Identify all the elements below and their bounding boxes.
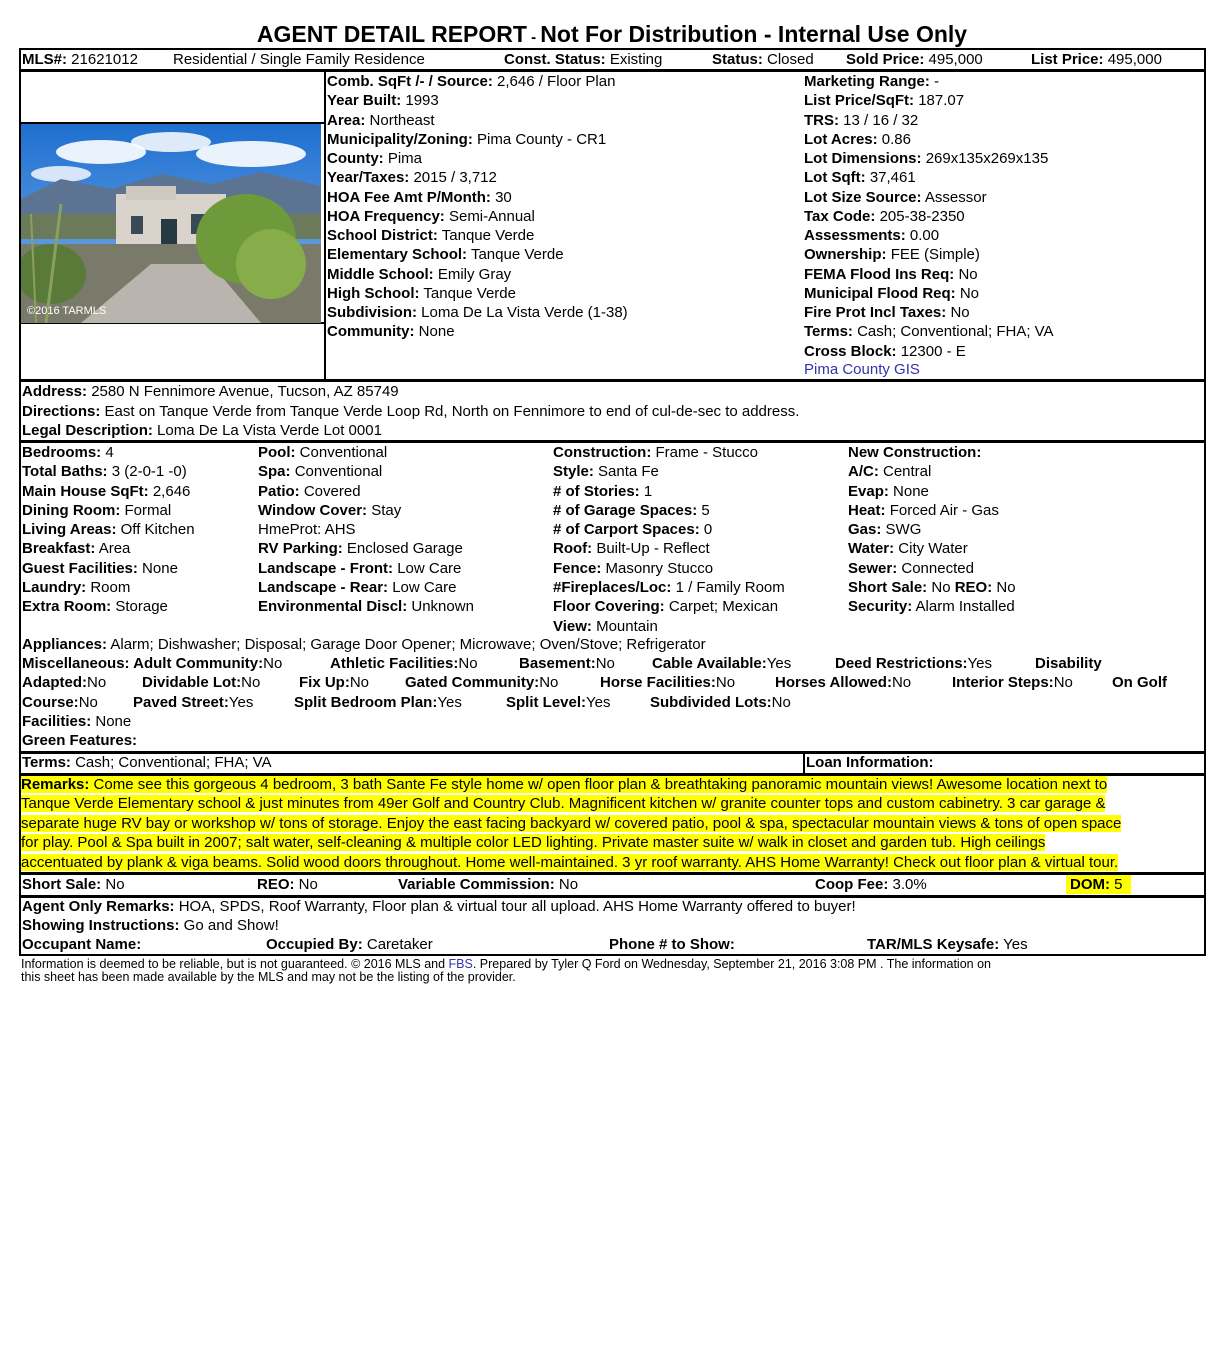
field-landscape-rear: Landscape - Rear: Low Care [258, 579, 457, 597]
field-living-areas: Living Areas: Off Kitchen [22, 521, 195, 539]
misc-horse-facilities: Horse Facilities:No [600, 674, 736, 691]
misc-horses-allowed: Horses Allowed:No [775, 674, 912, 691]
misc-adult-community: Miscellaneous: Adult Community:No [22, 655, 283, 672]
field-tax-code: Tax Code: 205-38-2350 [804, 207, 965, 225]
fbs-link[interactable]: FBS [448, 957, 473, 971]
field-sewer: Sewer: Connected [848, 559, 974, 577]
field-fireplaces-loc: #Fireplaces/Loc: 1 / Family Room [553, 579, 785, 597]
field-of-stories: # of Stories: 1 [553, 482, 653, 500]
field-new-construction: New Construction: [848, 444, 982, 461]
field-heat: Heat: Forced Air - Gas [848, 501, 999, 519]
field-list-price-sqft: List Price/SqFt: 187.07 [804, 92, 965, 110]
showing-instructions: Showing Instructions: Go and Show! [22, 917, 279, 934]
misc-gated: Gated Community:No [405, 674, 559, 691]
misc-dividable: Dividable Lot:No [142, 674, 261, 691]
misc-deed: Deed Restrictions:Yes [835, 655, 993, 672]
field-hoa-frequency: HOA Frequency: Semi-Annual [327, 207, 535, 225]
field-main-house-sqft: Main House SqFt: 2,646 [22, 482, 191, 500]
field-lot-dimensions: Lot Dimensions: 269x135x269x135 [804, 150, 1049, 167]
misc-athletic: Athletic Facilities:No [330, 655, 478, 672]
remarks-line-4: for play. Pool & Spa built in 2007; salt water, self-cleaning & multiple color LED lighting. Private master suite w/ walk in closet and garden tub. High ceilings [21, 834, 1046, 852]
field-of-garage-spaces: # of Garage Spaces: 5 [553, 501, 710, 519]
misc-facilities: Facilities: None [22, 713, 132, 730]
misc-split-level: Split Level:Yes [506, 694, 611, 711]
title-separator: - [526, 29, 541, 46]
field-middle-school: Middle School: Emily Gray [327, 265, 512, 283]
field-subdivision: Subdivision: Loma De La Vista Verde (1-38) [327, 304, 628, 321]
sale-row-box [19, 873, 1206, 897]
appliances: Appliances: Alarm; Dishwasher; Disposal; Garage Door Opener; Microwave; Oven/Stove; Refrigerator [22, 636, 706, 653]
reo: REO: No [257, 876, 318, 893]
remarks-line-5: accentuated by plank & viga beams. Solid wood doors throughout. Home well-maintained. 3 yr roof warranty. AHS Home Warranty! Check out floor plan & virtual tour. [21, 853, 1119, 871]
field-style: Style: Santa Fe [553, 463, 659, 481]
field-fire-prot-incl-taxes: Fire Prot Incl Taxes: No [804, 304, 970, 321]
photo-copyright: ©2016 TARMLS [27, 305, 107, 317]
occupant-name: Occupant Name: [22, 936, 142, 953]
field-municipality-zoning: Municipality/Zoning: Pima County - CR1 [327, 130, 607, 148]
coop-fee: Coop Fee: 3.0% [815, 876, 927, 893]
features-col-utilities [848, 443, 1016, 617]
field-hoa-fee-amt-p-month: HOA Fee Amt P/Month: 30 [327, 188, 512, 206]
field-marketing-range: Marketing Range: - [804, 73, 940, 90]
field-pool: Pool: Conventional [258, 444, 388, 461]
public-remarks [21, 775, 1201, 872]
field-lot-size-source: Lot Size Source: Assessor [804, 188, 987, 206]
field-dining-room: Dining Room: Formal [22, 501, 172, 519]
report-title-sub: Not For Distribution - Internal Use Only [540, 21, 968, 47]
sold-price: Sold Price: 495,000 [846, 51, 983, 68]
field-cross-block: Cross Block: 12300 - E [804, 342, 966, 360]
field-water: Water: City Water [848, 540, 968, 558]
disclaimer-footer: Information is deemed to be reliable, but is not guaranteed. © 2016 MLS and FBS. Prepared by Tyler Q Ford on Wednesday, September 21, 2016 3:08 PM . The information on this sheet has been made available by the MLS and may not be the listing of the provider. [21, 957, 991, 984]
field-ownership: Ownership: FEE (Simple) [804, 246, 980, 264]
field-lot-acres: Lot Acres: 0.86 [804, 130, 911, 148]
field-environmental-discl: Environmental Discl: Unknown [258, 598, 474, 616]
field-community: Community: None [327, 323, 455, 341]
misc-split-bedroom: Split Bedroom Plan:Yes [294, 694, 462, 711]
field-roof: Roof: Built-Up - Reflect [553, 540, 710, 558]
misc-adapted: Adapted:No [22, 674, 107, 691]
short-sale: Short Sale: No [22, 876, 125, 893]
field-view: View: Mountain [553, 617, 658, 635]
field-assessments: Assessments: 0.00 [804, 227, 940, 244]
remarks-line-2: Tanque Verde Elementary school & just minutes from 49er Golf and Country Club. Magnificent kitchen w/ granite counter tops and custom cabinetry. 3 car garage & [21, 795, 1106, 813]
property-type: Residential / Single Family Residence [173, 51, 425, 68]
misc-paved-street: Paved Street:Yes [133, 694, 254, 711]
misc-disability: Disability [1035, 655, 1102, 672]
field-breakfast: Breakfast: Area [22, 540, 131, 558]
misc-on-golf: On Golf [1112, 674, 1167, 691]
variable-commission: Variable Commission: No [398, 876, 579, 893]
remarks-line-1: Come see this gorgeous 4 bedroom, 3 bath Sante Fe style home w/ open floor plan & breathtaking panoramic mountain views! Awesome location next to [93, 776, 1108, 793]
green-features: Green Features: [22, 732, 138, 749]
house-photo-illustration [21, 124, 321, 323]
misc-fixup: Fix Up:No [299, 674, 370, 691]
loan-information: Loan Information: [806, 754, 934, 771]
field-fence: Fence: Masonry Stucco [553, 559, 714, 577]
misc-interior-steps: Interior Steps:No [952, 674, 1073, 691]
field-construction: Construction: Frame - Stucco [553, 444, 759, 461]
field-high-school: High School: Tanque Verde [327, 284, 516, 302]
property-details-column [327, 72, 628, 342]
property-photo[interactable] [21, 124, 321, 323]
field-hmeprot-ahs: HmeProt: AHS [258, 521, 356, 539]
field-of-carport-spaces: # of Carport Spaces: 0 [553, 521, 713, 539]
lot-tax-details-column [804, 72, 1054, 361]
legal-description: Legal Description: Loma De La Vista Verde Lot 0001 [22, 422, 382, 439]
misc-subdivided: Subdivided Lots:No [650, 694, 791, 711]
field-elementary-school: Elementary School: Tanque Verde [327, 246, 564, 264]
field-fema-flood-ins-req: FEMA Flood Ins Req: No [804, 265, 978, 283]
field-year-built: Year Built: 1993 [327, 92, 439, 110]
misc-course: Course:No [22, 694, 98, 711]
field-bedrooms: Bedrooms: 4 [22, 444, 114, 461]
pima-county-gis-link[interactable]: Pima County GIS [804, 361, 920, 378]
field-rv-parking: RV Parking: Enclosed Garage [258, 540, 463, 558]
field-lot-sqft: Lot Sqft: 37,461 [804, 169, 916, 187]
remarks-line-3: separate huge RV bay or workshop w/ tons of storage. Enjoy the east facing backyard w/ covered patio, pool & spa, spectacular mountain views & tons of open space [21, 814, 1122, 832]
field-guest-facilities: Guest Facilities: None [22, 559, 178, 577]
field-municipal-flood-req: Municipal Flood Req: No [804, 284, 980, 302]
field-school-district: School District: Tanque Verde [327, 227, 535, 244]
phone-to-show: Phone # to Show: [609, 936, 735, 953]
field-extra-room: Extra Room: Storage [22, 598, 168, 616]
terms: Terms: Cash; Conventional; FHA; VA [22, 754, 272, 771]
field-landscape-front: Landscape - Front: Low Care [258, 559, 462, 577]
field-county: County: Pima [327, 150, 423, 167]
field-short-sale: Short Sale: No REO: No [848, 579, 1016, 597]
agent-only-remarks: Agent Only Remarks: HOA, SPDS, Roof Warranty, Floor plan & virtual tour all upload. AHS Home Warranty offered to buyer! [22, 898, 856, 915]
occupied-by: Occupied By: Caretaker [266, 936, 433, 953]
field-evap: Evap: None [848, 482, 929, 500]
field-window-cover: Window Cover: Stay [258, 501, 402, 519]
listing-status: Status: Closed [712, 51, 814, 68]
directions: Directions: East on Tanque Verde from Tanque Verde Loop Rd, North on Fennimore to end of cul-de-sec to address. [22, 403, 800, 420]
field-year-taxes: Year/Taxes: 2015 / 3,712 [327, 169, 497, 187]
misc-cable: Cable Available:Yes [652, 655, 792, 672]
mls-number: MLS#: 21621012 [22, 51, 138, 68]
photo-divider [324, 70, 326, 381]
features-col-construction [553, 443, 785, 636]
field-gas: Gas: SWG [848, 521, 922, 539]
field-terms: Terms: Cash; Conventional; FHA; VA [804, 323, 1054, 341]
const-status: Const. Status: Existing [504, 51, 663, 68]
field-total-baths: Total Baths: 3 (2-0-1 -0) [22, 463, 187, 481]
days-on-market: DOM: 5 [1066, 875, 1131, 894]
field-trs: TRS: 13 / 16 / 32 [804, 111, 919, 129]
address: Address: 2580 N Fennimore Avenue, Tucson, AZ 85749 [22, 383, 399, 400]
field-area: Area: Northeast [327, 111, 435, 129]
field-a-c: A/C: Central [848, 463, 932, 481]
field-comb-sqft-source: Comb. SqFt /- / Source: 2,646 / Floor Plan [327, 73, 616, 90]
misc-basement: Basement:No [519, 655, 615, 672]
field-security: Security: Alarm Installed [848, 598, 1015, 616]
field-laundry: Laundry: Room [22, 579, 131, 597]
keysafe: TAR/MLS Keysafe: Yes [867, 936, 1028, 953]
field-floor-covering: Floor Covering: Carpet; Mexican [553, 598, 779, 616]
remarks-label: Remarks: [21, 776, 90, 793]
field-spa: Spa: Conventional [258, 463, 383, 481]
features-col-rooms [22, 443, 195, 617]
field-patio: Patio: Covered [258, 482, 361, 500]
report-title-main: AGENT DETAIL REPORT [256, 21, 527, 47]
terms-divider [803, 752, 805, 775]
list-price: List Price: 495,000 [1031, 51, 1162, 68]
features-col-outdoor [258, 443, 474, 617]
